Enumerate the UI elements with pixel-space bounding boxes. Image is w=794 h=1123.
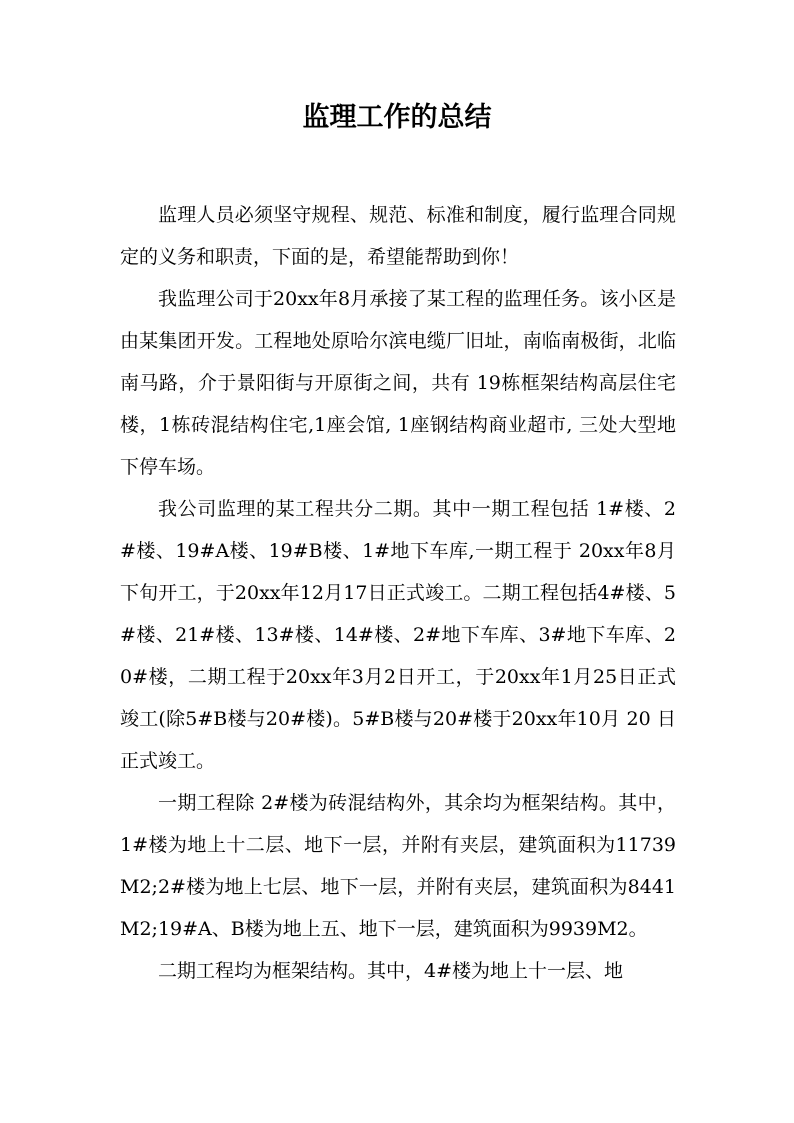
paragraph-phase-two-structure: 二期工程均为框架结构。其中，4#楼为地上十一层、地 (158, 960, 624, 982)
page-title: 监理工作的总结 (302, 102, 492, 133)
paragraph-project-phases: 我公司监理的某工程共分二期。其中一期工程包括 1#楼、2#楼、19#A楼、19#B楼、1#地下车库,一期工程于 20xx年8月下旬开工，于20xx年12月17日正式竣工。二期工程包括4#楼、5#楼、21#楼、13#楼、14#楼、2#地下车库、3#地下车库、20#楼，二期工程于20xx年3月2日开工，于20xx年1月25日正式竣工(除5#B楼与20#楼)。5#B楼与20#楼于20xx年10月 20 日正式竣工。 (120, 498, 676, 772)
paragraph-phase-one-structure: 一期工程除 2#楼为砖混结构外，其余均为框架结构。其中，1#楼为地上十二层、地下一层，并附有夹层，建筑面积为11739M2;2#楼为地上七层、地下一层，并附有夹层，建筑面积为8441M2;19#A、B楼为地上五、地下一层，建筑面积为9939M2。 (120, 792, 676, 940)
paragraph-intro: 监理人员必须坚守规程、规范、标准和制度，履行监理合同规定的义务和职责，下面的是，希望能帮助到你！ (120, 204, 676, 268)
paragraph-project-overview: 我监理公司于20xx年8月承接了某工程的监理任务。该小区是由某集团开发。工程地处原哈尔滨电缆厂旧址，南临南极街，北临南马路，介于景阳街与开原街之间，共有 19栋框架结构高层住宅楼，1栋砖混结构住宅,1座会馆, 1座钢结构商业超市, 三处大型地下停车场。 (120, 288, 676, 478)
document-body (120, 194, 676, 992)
